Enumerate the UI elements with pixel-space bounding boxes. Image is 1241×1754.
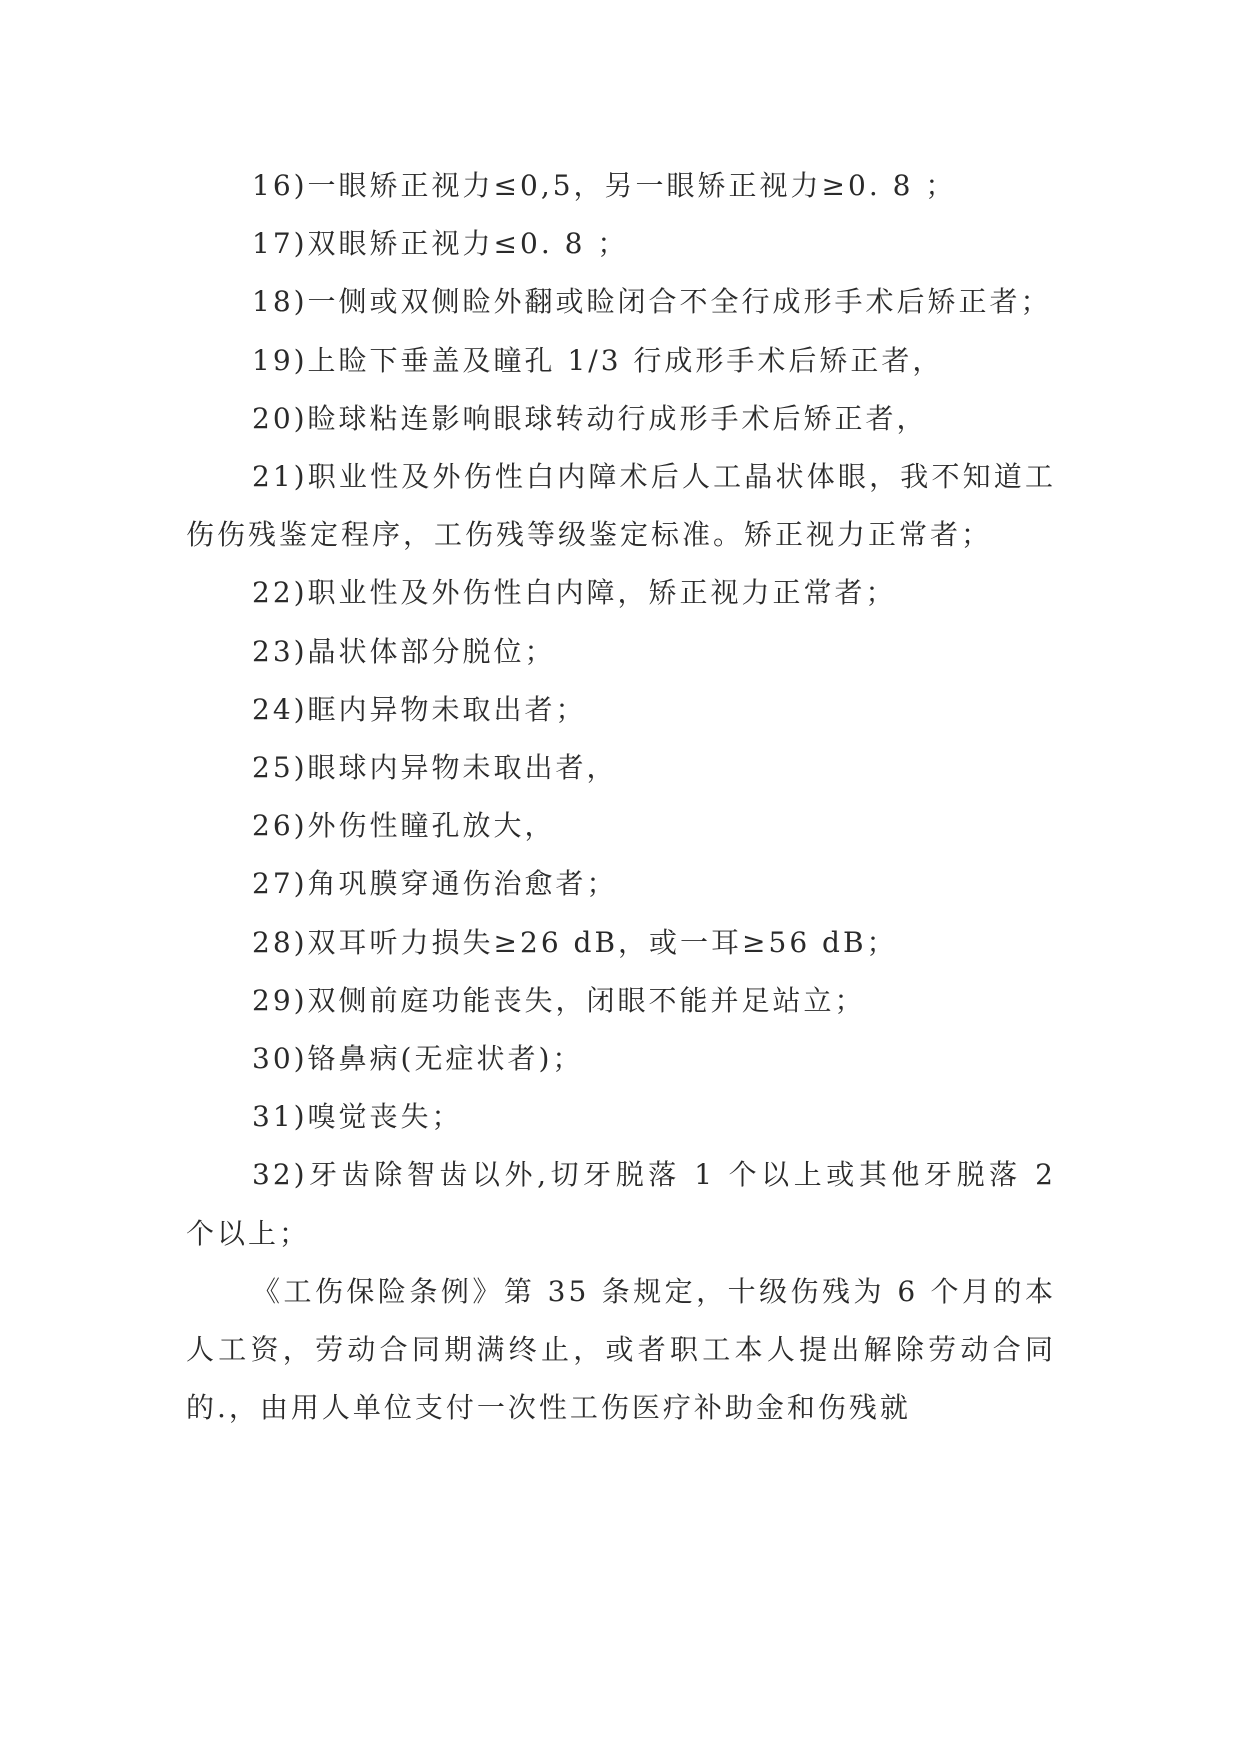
- paragraph-item-30: 30)铬鼻病(无症状者)；: [252, 1042, 584, 1076]
- paragraph-item-27: 27)角巩膜穿通伤治愈者；: [252, 867, 618, 901]
- paragraph-item-29: 29)双侧前庭功能丧失，闭眼不能并足站立；: [252, 983, 866, 1017]
- paragraph-item-31: 31)嗅觉丧失；: [252, 1100, 463, 1134]
- paragraph-item-16: 16)一眼矫正视力≤0,5，另一眼矫正视力≥0. 8 ；: [252, 169, 957, 202]
- document-body: [186, 157, 1056, 1437]
- paragraph-item-20: 20)睑球粘连影响眼球转动行成形手术后矫正者，: [252, 401, 928, 435]
- paragraph-item-26: 26)外伤性瞳孔放大，: [252, 809, 556, 843]
- paragraph-item-25: 25)眼球内异物未取出者，: [252, 751, 618, 785]
- paragraph-item-28: 28)双耳听力损失≥26 dB，或一耳≥56 dB；: [252, 925, 898, 959]
- paragraph-item-17: 17)双眼矫正视力≤0. 8 ；: [252, 227, 629, 261]
- paragraph-item-32: 32)牙齿除智齿以外,切牙脱落 1 个以上或其他牙脱落 2 个以上；: [186, 1158, 1056, 1250]
- paragraph-item-21: 21)职业性及外伤性白内障术后人工晶状体眼，我不知道工伤伤残鉴定程序，工伤残等级鉴定标准。矫正视力正常者；: [186, 460, 1056, 552]
- paragraph-item-18: 18)一侧或双侧睑外翻或睑闭合不全行成形手术后矫正者；: [252, 285, 1052, 319]
- paragraph-item-19: 19)上睑下垂盖及瞳孔 1/3 行成形手术后矫正者，: [252, 343, 944, 377]
- paragraph-item-22: 22)职业性及外伤性白内障，矫正视力正常者；: [252, 576, 897, 610]
- paragraph-regulation-note: 《工伤保险条例》第 35 条规定，十级伤残为 6 个月的本人工资，劳动合同期满终止，或者职工本人提出解除劳动合同的.，由用人单位支付一次性工伤医疗补助金和伤残就: [186, 1274, 1056, 1425]
- paragraph-item-23: 23)晶状体部分脱位；: [252, 634, 556, 668]
- paragraph-item-24: 24)眶内异物未取出者；: [252, 692, 587, 726]
